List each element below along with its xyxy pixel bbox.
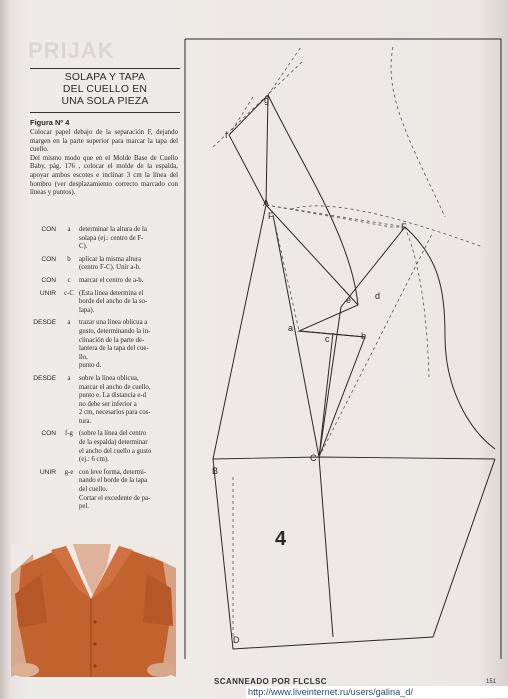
step-verb xyxy=(28,235,59,244)
step-text: no debe ser inferior a xyxy=(79,400,137,408)
intro-paragraph-2: Del mismo modo que en el Molde Base de Cuello Baby, pág. 176 , colocar el molde de la espalda, apoyar ambos escotes e inclinar 3 cm la línea del hombro (ver desplazamiento correcto marcado con líneas y puntos). xyxy=(30,154,178,197)
step-text: del cuello. xyxy=(79,486,108,494)
center-seam xyxy=(319,457,333,637)
section-title xyxy=(30,68,180,113)
step-verb xyxy=(28,401,59,410)
point-b: b xyxy=(361,331,367,341)
step-point xyxy=(59,392,79,401)
step-text: tura. xyxy=(79,417,92,425)
step-text: solapa (ej.: centro de F- xyxy=(79,234,144,242)
figure-label: Figura Nº 4 xyxy=(30,118,70,127)
collar-inner xyxy=(266,205,358,305)
step-point xyxy=(59,345,79,354)
step-text: marcar el centro de a-b. xyxy=(79,276,144,284)
step-verb xyxy=(28,362,59,371)
step-point: g-e xyxy=(64,468,74,476)
step-text: borde del ancho de la so- xyxy=(79,298,148,306)
step-verb: UNIR xyxy=(39,289,56,297)
step-row xyxy=(28,362,180,371)
step-text: gusto, determinando la in- xyxy=(79,327,151,335)
armhole-curve xyxy=(405,227,495,449)
step-row xyxy=(28,354,180,363)
front-outline xyxy=(213,205,495,649)
step-verb xyxy=(28,503,59,512)
dash-slant xyxy=(319,232,433,457)
step-row xyxy=(28,235,180,244)
step-row xyxy=(28,418,180,427)
step-text: Cortar el excedente de pa- xyxy=(79,494,151,502)
blouse-photo xyxy=(11,544,176,677)
step-verb: DESDE xyxy=(33,319,56,327)
show-through-heading: PRIJAK xyxy=(28,38,115,63)
step-point xyxy=(59,448,79,457)
dash-collar xyxy=(229,97,253,135)
dash-F-a xyxy=(273,215,299,331)
step-row xyxy=(28,409,180,418)
collar-outline xyxy=(268,95,365,457)
point-e: e xyxy=(346,295,352,305)
step-verb xyxy=(28,328,59,337)
point-g: g xyxy=(264,95,270,105)
page-number: 151 xyxy=(486,679,497,685)
step-row xyxy=(28,439,180,448)
step-verb: CON xyxy=(41,255,56,263)
step-point: a xyxy=(67,226,71,233)
step-row xyxy=(28,307,180,316)
step-text: (Esta línea determina el xyxy=(79,289,144,297)
step-row xyxy=(28,477,180,486)
F-C-line xyxy=(273,215,319,457)
step-point: c xyxy=(67,276,71,284)
step-point xyxy=(59,337,79,346)
pattern-drawing xyxy=(183,37,503,663)
scan-credit: SCANNEADO POR FLCLSC xyxy=(214,677,327,686)
step-verb xyxy=(28,495,59,504)
step-verb xyxy=(28,298,59,307)
step-row xyxy=(28,456,180,465)
step-point xyxy=(59,235,79,244)
step-row xyxy=(28,503,180,512)
title-line-3: UNA SOLA PIEZA xyxy=(61,96,149,108)
step-row xyxy=(28,290,180,299)
pattern-diagram xyxy=(183,37,503,663)
step-text: trazar una línea oblicua a xyxy=(79,319,148,327)
step-verb xyxy=(28,307,59,316)
dash-neck xyxy=(266,205,405,227)
step-text: C). xyxy=(79,243,88,251)
step-text: lantera de la tapa del cue- xyxy=(79,345,149,353)
point-d: d xyxy=(375,291,381,301)
collar-back xyxy=(229,95,268,205)
intro-paragraph-1: Colocar papel debajo de la separación F, dejando margen en la parte superior para marcar la tapa del cuello. xyxy=(30,129,178,154)
step-verb xyxy=(28,354,59,363)
step-row xyxy=(28,337,180,346)
step-point xyxy=(59,384,79,393)
dash-top-right xyxy=(391,47,445,217)
step-verb xyxy=(28,448,59,457)
step-verb: CON xyxy=(41,276,56,284)
step-point xyxy=(59,486,79,495)
step-text: con leve forma, determi- xyxy=(79,468,147,476)
step-row xyxy=(28,256,180,265)
step-row xyxy=(28,495,180,504)
point-c: c xyxy=(325,334,330,344)
step-row xyxy=(28,401,180,410)
step-verb xyxy=(28,264,59,273)
step-text: de la espalda) determinar xyxy=(79,439,148,447)
step-text: determinar la altura de la xyxy=(79,226,147,233)
step-point xyxy=(59,477,79,486)
point-B: B xyxy=(212,466,219,476)
dash-shoulder xyxy=(266,205,405,227)
title-line-1: SOLAPA Y TAPA xyxy=(64,72,146,83)
step-verb xyxy=(28,392,59,401)
step-text: (centro F-C). Unir a-b. xyxy=(79,264,141,272)
step-text: marcar el ancho de cuello, xyxy=(79,383,151,391)
step-verb xyxy=(28,477,59,486)
step-text: lapa). xyxy=(79,306,95,314)
step-row xyxy=(28,448,180,457)
step-verb xyxy=(28,345,59,354)
orange-blouse-image xyxy=(11,544,176,677)
step-verb: UNIR xyxy=(39,468,56,476)
step-row xyxy=(28,345,180,354)
step-verb xyxy=(28,409,59,418)
step-text: el ancho del cuello a gusto xyxy=(79,447,152,455)
step-verb xyxy=(28,486,59,495)
step-point xyxy=(59,354,79,363)
step-verb xyxy=(28,456,59,465)
step-point xyxy=(59,243,79,252)
step-point xyxy=(59,307,79,316)
step-point xyxy=(59,328,79,337)
step-point xyxy=(59,439,79,448)
step-verb: DESDE xyxy=(33,374,56,382)
title-line-2: DEL CUELLO EN xyxy=(62,84,148,96)
lapel-a-b xyxy=(299,331,365,337)
step-point xyxy=(59,418,79,427)
point-f: f xyxy=(225,130,228,140)
step-row xyxy=(28,264,180,273)
step-text: punto d. xyxy=(79,362,102,370)
point-A: A xyxy=(263,198,270,208)
step-text: sobre la línea oblicua, xyxy=(79,374,139,382)
step-row xyxy=(28,277,180,286)
step-row xyxy=(28,319,180,328)
step-verb xyxy=(28,439,59,448)
step-text: (ej.: 6 cm). xyxy=(79,456,109,464)
watermark-link[interactable]: http://www.liveinternet.ru/users/galina_d/ xyxy=(246,686,508,698)
step-point: a xyxy=(67,374,71,382)
step-point xyxy=(59,362,79,371)
step-row xyxy=(28,226,180,235)
step-point: c-C xyxy=(64,289,74,297)
step-point xyxy=(59,456,79,465)
point-a: a xyxy=(288,323,294,333)
step-text: 2 cm, necesarios para cos- xyxy=(79,409,151,417)
step-text: clinación de la parte de- xyxy=(79,336,145,344)
step-row xyxy=(28,298,180,307)
point-C: C xyxy=(310,453,317,463)
instruction-steps xyxy=(28,226,180,512)
step-text: pel. xyxy=(79,503,90,511)
dash-top xyxy=(268,47,301,95)
step-point: f-g xyxy=(65,430,73,438)
point-F-right: F xyxy=(401,222,407,232)
step-point xyxy=(59,503,79,512)
step-verb xyxy=(28,337,59,346)
step-row xyxy=(28,430,180,439)
step-point: a xyxy=(67,319,71,327)
step-point: b xyxy=(67,255,71,263)
step-row xyxy=(28,243,180,252)
step-row xyxy=(28,328,180,337)
figure-number: 4 xyxy=(275,528,287,550)
step-verb xyxy=(28,243,59,252)
step-text: punto e. La distancia e-d xyxy=(79,392,146,400)
intro-text xyxy=(30,129,178,198)
point-D: D xyxy=(233,635,240,645)
step-text: (sobre la línea del centro xyxy=(79,430,147,438)
step-verb: CON xyxy=(41,226,56,233)
step-verb xyxy=(28,418,59,427)
step-point xyxy=(59,495,79,504)
step-text: nando el borde de la tapa xyxy=(79,477,148,485)
step-row xyxy=(28,375,180,384)
step-row xyxy=(28,469,180,478)
point-F-left: F xyxy=(268,211,274,221)
step-row xyxy=(28,392,180,401)
step-row xyxy=(28,486,180,495)
step-row xyxy=(28,384,180,393)
waist-line xyxy=(213,457,495,459)
step-point xyxy=(59,298,79,307)
step-text: llo, xyxy=(79,353,88,361)
step-verb xyxy=(28,384,59,393)
step-point xyxy=(59,264,79,273)
step-verb: CON xyxy=(41,430,56,438)
step-point xyxy=(59,401,79,410)
step-point xyxy=(59,409,79,418)
page-spine xyxy=(0,0,10,699)
step-text: aplicar la misma altura xyxy=(79,255,142,263)
